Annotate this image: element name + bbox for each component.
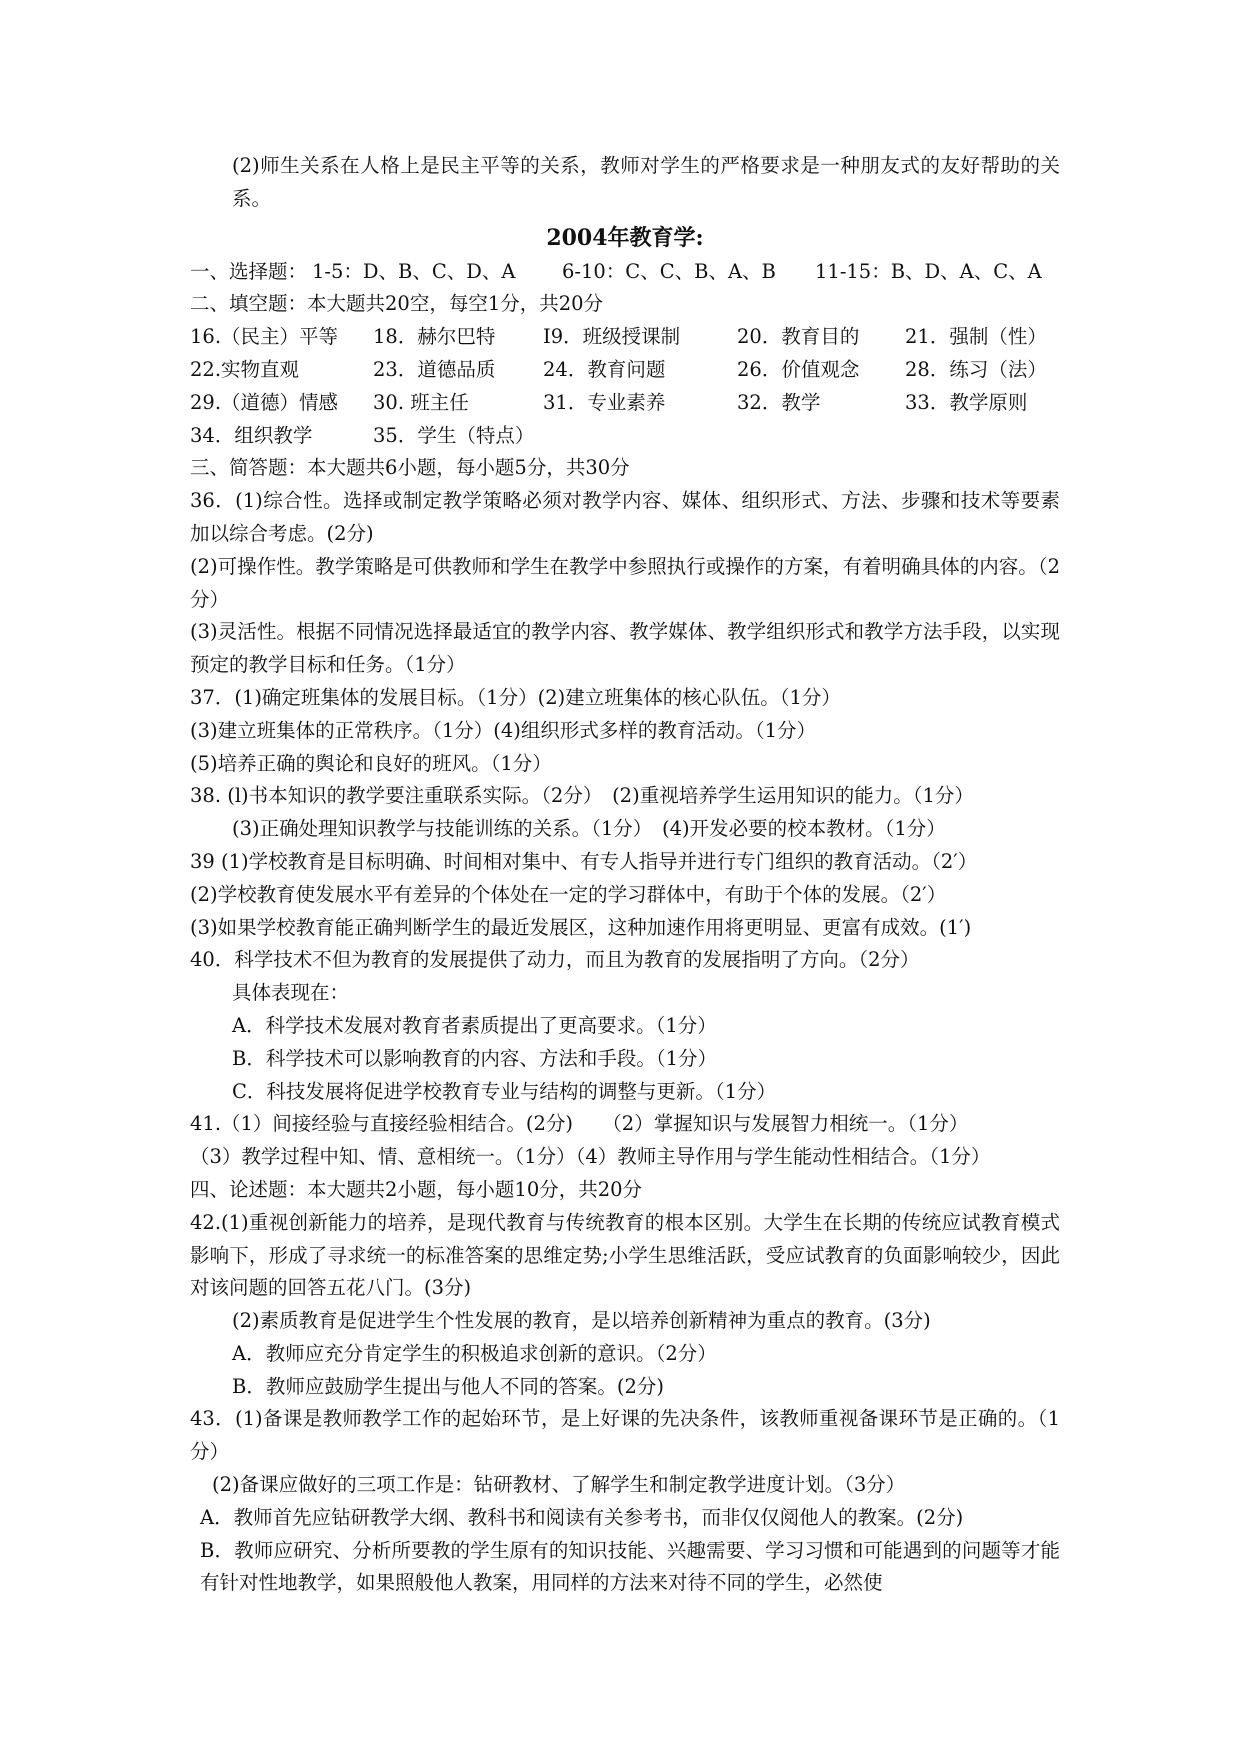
choice-group-3: 11-15：B、D、A、C、A — [815, 259, 1042, 283]
answer-39-1: 39 (1)学校教育是目标明确、时间相对集中、有专人指导并进行专门组织的教育活动。（2′） — [190, 849, 978, 873]
fill-answer: 23．道德品质 — [373, 357, 496, 381]
answer-37-1: 37．(1)确定班集体的发展目标。（1分）(2)建立班集体的核心队伍。（1分） — [190, 685, 841, 709]
answer-40-b: B．科学技术可以影响教育的内容、方法和手段。（1分） — [232, 1046, 717, 1070]
answer-37-3: (5)培养正确的舆论和良好的班风。（1分） — [190, 751, 552, 775]
answer-43-a: A．教师首先应钻研教学大纲、教科书和阅读有关参考书，而非仅仅阅他人的教案。(2分) — [200, 1505, 964, 1529]
section-title: 2004年教育学: — [546, 224, 704, 251]
answer-38-2: (3)正确处理知识教学与技能训练的关系。（1分） (4)开发必要的校本教材。（1分） — [232, 817, 946, 841]
answer-36-1: 36．(1)综合性。选择或制定教学策略必须对教学内容、媒体、组织形式、方法、步骤和技术等要素加以综合考虑。(2分) — [190, 489, 1060, 545]
answer-41-1: 41.（1）间接经验与直接经验相结合。(2分) （2）掌握知识与发展智力相统一。（1分） — [190, 1112, 969, 1136]
fill-answer: 35．学生（特点） — [373, 423, 535, 447]
choice-answers — [190, 256, 1060, 289]
answer-38-1: 38. (l)书本知识的教学要注重联系实际。（2分） (2)重视培养学生运用知识的能力。（1分） — [190, 784, 974, 808]
answer-40-a: A．科学技术发展对教育者素质提出了更高要求。（1分） — [232, 1013, 717, 1037]
fill-row — [190, 387, 1060, 420]
fill-answer: 20．教育目的 — [737, 325, 860, 349]
fill-row — [190, 321, 1060, 354]
fill-answer: 22.实物直观 — [190, 357, 300, 381]
document-page — [190, 150, 1060, 1600]
answer-43-2: (2)备课应做好的三项工作是：钻研教材、了解学生和制定教学进度计划。（3分） — [212, 1473, 906, 1497]
fill-answer: I9．班级授课制 — [543, 325, 681, 349]
fill-answer: 18．赫尔巴特 — [373, 325, 496, 349]
fill-answer: 29.（道德）情感 — [190, 390, 339, 414]
fill-answer: 30. 班主任 — [373, 390, 469, 414]
fill-answer: 34．组织教学 — [190, 423, 313, 447]
fill-answer: 16.（民主）平等 — [190, 325, 339, 349]
fill-answer: 31．专业素养 — [543, 390, 666, 414]
answer-41-2: （3）教学过程中知、情、意相统一。（1分）（4）教师主导作用与学生能动性相结合。（1分） — [190, 1145, 991, 1169]
fill-answer: 28．练习（法） — [905, 357, 1047, 381]
intro-paragraph: (2)师生关系在人格上是民主平等的关系，教师对学生的严格要求是一种朋友式的友好帮助的关系。 — [232, 154, 1060, 210]
fill-heading: 二、填空题：本大题共20空，每空1分，共20分 — [190, 292, 604, 316]
fill-row — [190, 354, 1060, 387]
choice-group-1: 1-5：D、B、C、D、A — [312, 259, 516, 283]
fill-answer: 26．价值观念 — [737, 357, 860, 381]
answer-43-b: B．教师应研究、分析所要教的学生原有的知识技能、兴趣需要、学习习惯和可能遇到的问题等才能有针对性地教学，如果照般他人教案，用同样的方法来对待不同的学生，必然使 — [200, 1538, 1060, 1595]
answer-39-2: (2)学校教育使发展水平有差异的个体处在一定的学习群体中，有助于个体的发展。（2′） — [190, 882, 947, 906]
answer-37-2: (3)建立班集体的正常秩序。（1分）(4)组织形式多样的教育活动。（1分） — [190, 718, 817, 742]
answer-42-b: B．教师应鼓励学生提出与他人不同的答案。(2分) — [232, 1374, 664, 1398]
answer-36-3: (3)灵活性。根据不同情况选择最适宜的教学内容、教学媒体、教学组织形式和教学方法手段，以实现预定的教学目标和任务。（1分） — [190, 620, 1060, 677]
answer-40-c: C．科技发展将促进学校教育专业与结构的调整与更新。（1分） — [232, 1079, 777, 1103]
answer-43-1: 43．(1)备课是教师教学工作的起始环节，是上好课的先决条件，该教师重视备课环节是正确的。（1分） — [190, 1407, 1060, 1464]
answer-42-a: A．教师应充分肯定学生的积极追求创新的意识。（2分） — [232, 1341, 717, 1365]
choice-group-2: 6-10：C、C、B、A、B — [562, 259, 776, 283]
fill-answer: 33．教学原则 — [905, 390, 1028, 414]
answer-40-1: 40．科学技术不但为教育的发展提供了动力，而且为教育的发展指明了方向。（2分） — [190, 948, 920, 972]
fill-answer: 32．教学 — [737, 390, 821, 414]
fill-row — [190, 420, 1060, 453]
fill-answer: 21．强制（性） — [905, 325, 1047, 349]
short-heading: 三、简答题：本大题共6小题，每小题5分，共30分 — [190, 456, 630, 480]
answer-42-1: 42.(1)重视创新能力的培养，是现代教育与传统教育的根本区别。大学生在长期的传统应试教育模式影响下，形成了寻求统一的标准答案的思维定势;小学生思维活跃，受应试教育的负面影响较少，因此对该问题的回答五花八门。(3分) — [190, 1210, 1060, 1300]
essay-heading: 四、论述题：本大题共2小题，每小题10分，共20分 — [190, 1177, 643, 1201]
answer-40-2: 具体表现在： — [232, 981, 350, 1005]
answer-39-3: (3)如果学校教育能正确判断学生的最近发展区，这种加速作用将更明显、更富有成效。(1′) — [190, 915, 972, 939]
answer-42-2: (2)素质教育是促进学生个性发展的教育，是以培养创新精神为重点的教育。(3分) — [232, 1309, 931, 1333]
fill-answer: 24．教育问题 — [543, 357, 666, 381]
choice-heading: 一、选择题： — [190, 259, 308, 283]
answer-36-2: (2)可操作性。教学策略是可供教师和学生在教学中参照执行或操作的方案，有着明确具体的内容。（2分） — [190, 554, 1060, 611]
